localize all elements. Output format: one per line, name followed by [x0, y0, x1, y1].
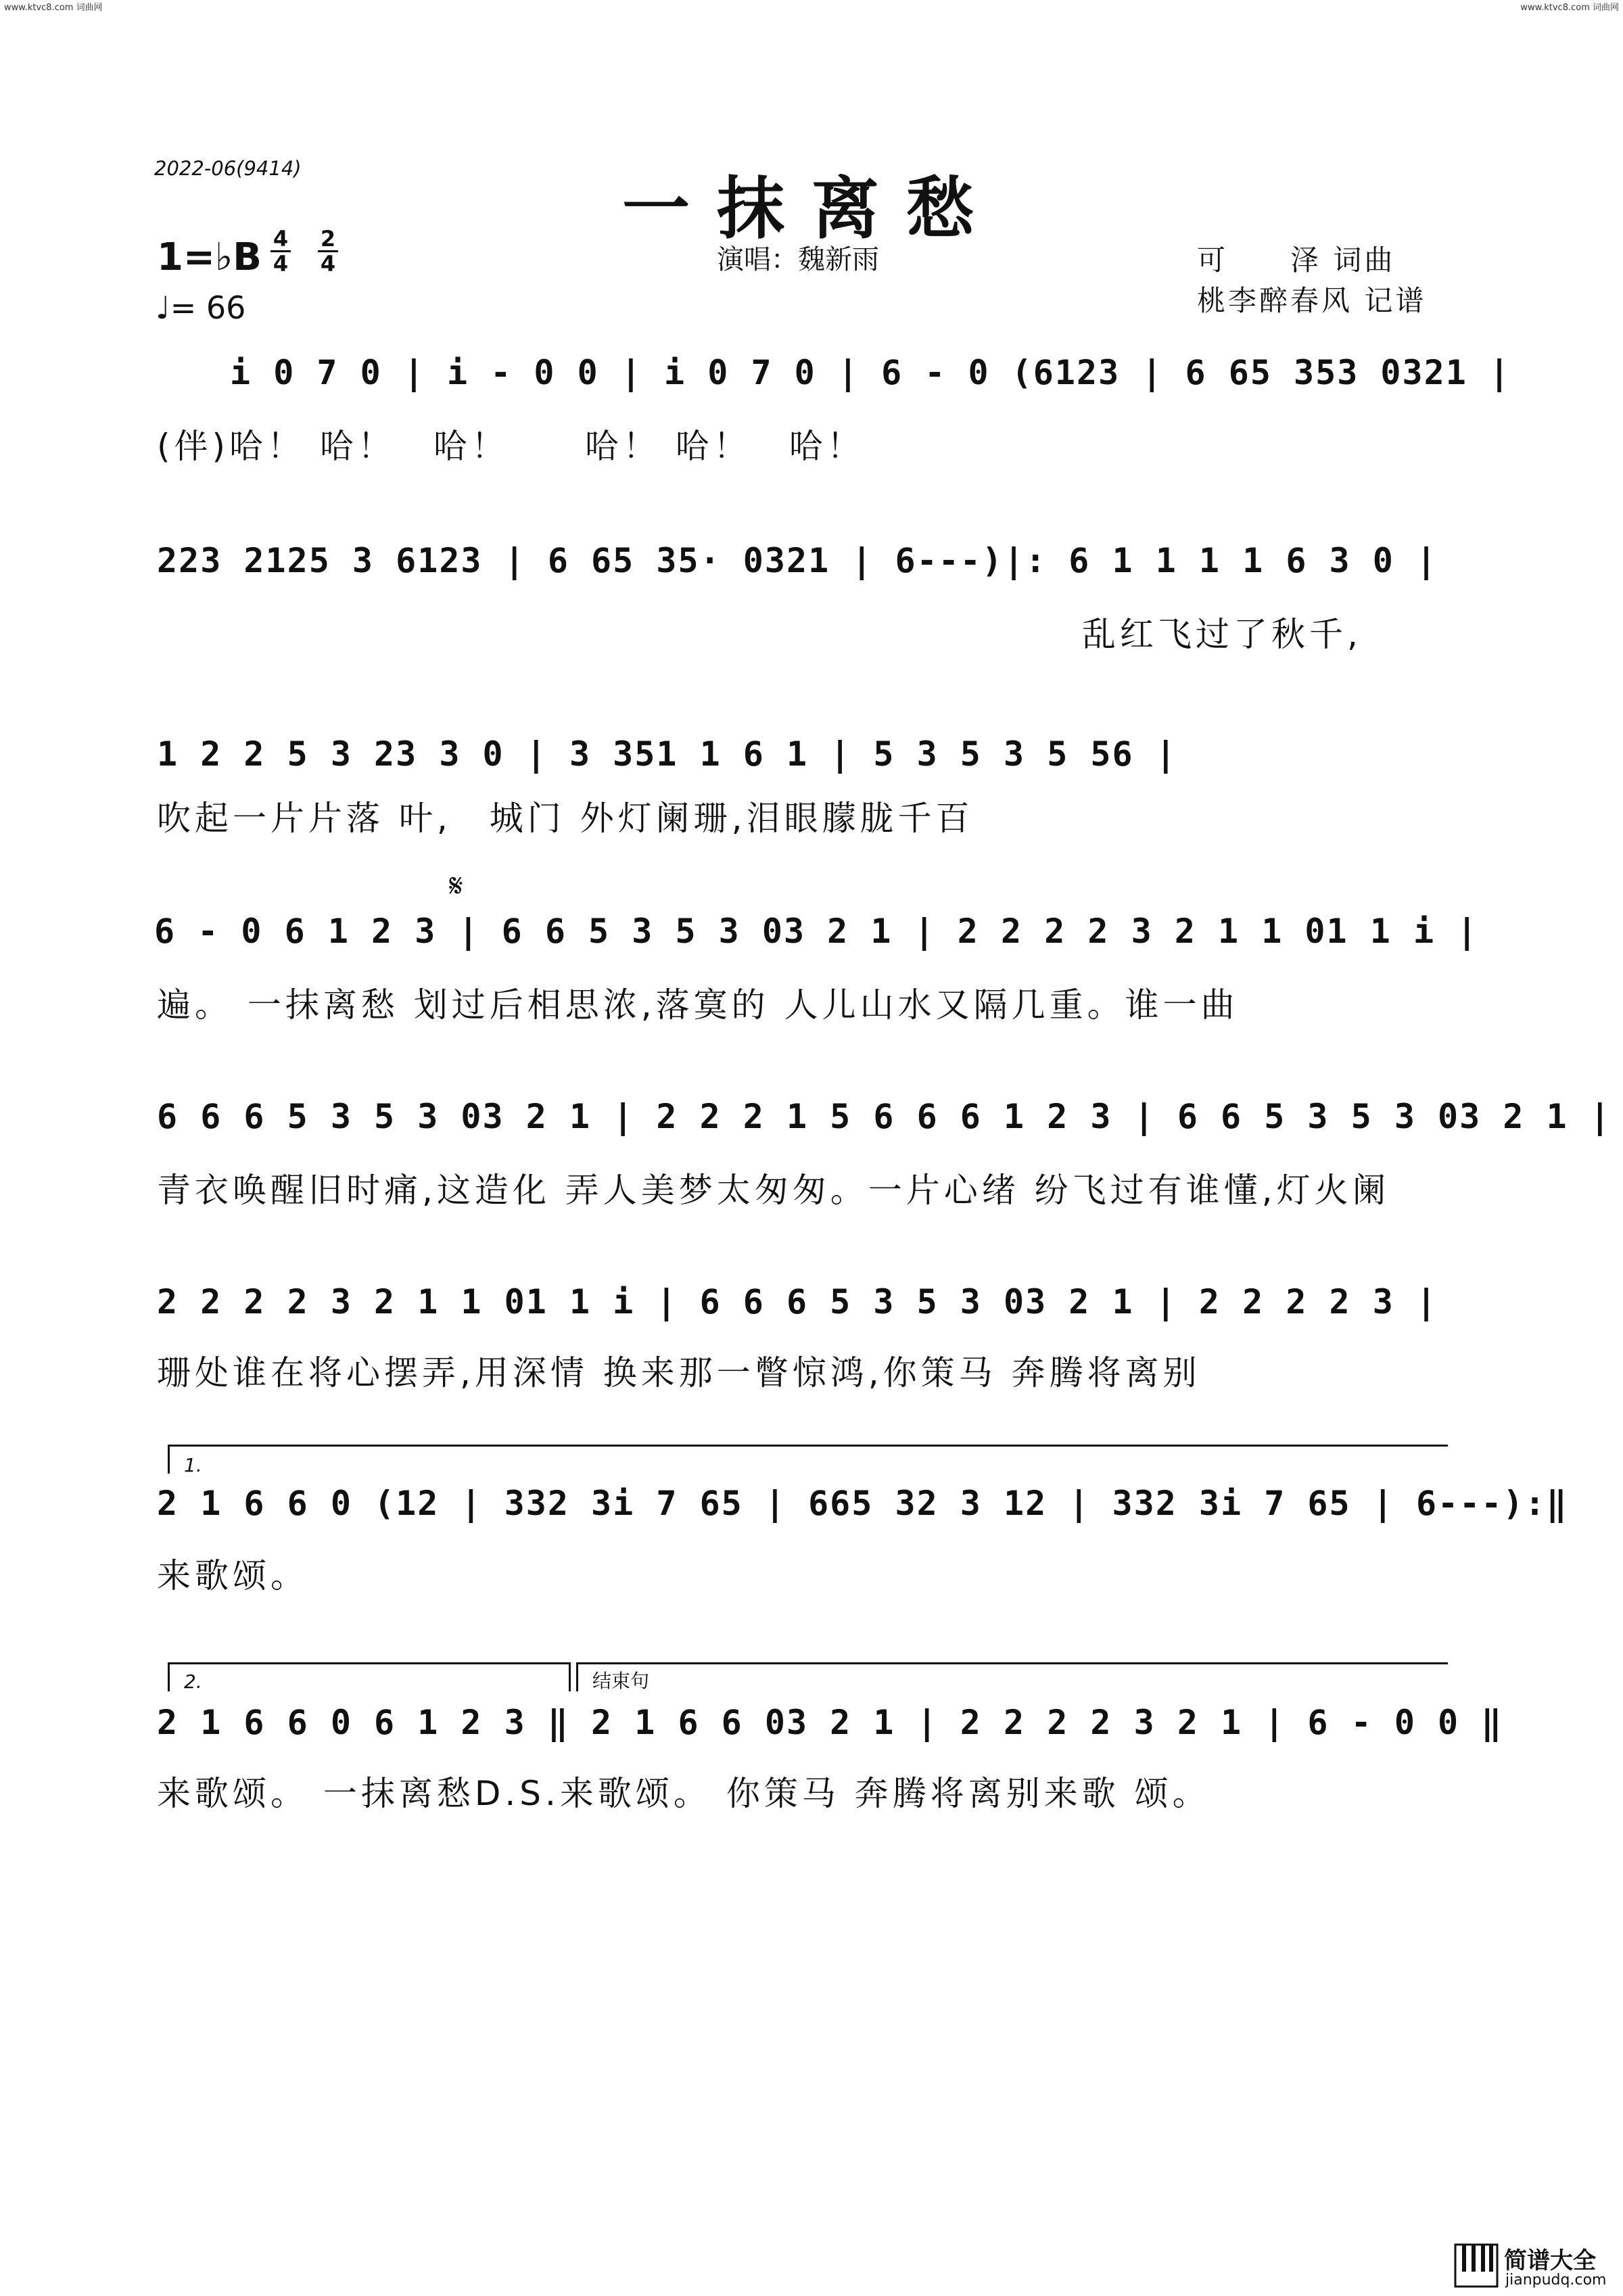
watermark-right: www.ktvc8.com 词曲网 [1520, 3, 1619, 13]
notation-line-7: 2 1 6 6 0 (12 | 332 3i 7 65 | 665 32 3 12 | 332 3i 7 65 | 6---):‖ [157, 1484, 1568, 1523]
notation-line-5: 6 6 6 5 3 5 3 03 2 1 | 2 2 2 1 5 6 6 6 1 2 3 | 6 6 5 3 5 3 03 2 1 | [157, 1097, 1612, 1136]
second-ending-bracket [168, 1662, 571, 1691]
notation-line-3: 1 2 2 5 3 23 3 0 | 3 351 1 6 1 | 5 3 5 3 5 56 | [157, 734, 1177, 774]
coda-bracket [576, 1662, 1448, 1691]
time-signature-4-4: 4 4 [270, 227, 291, 275]
brand-url: jianpudq.com [1505, 2272, 1607, 2289]
lyric-line-7: 来歌颂。 [157, 1556, 308, 1595]
lyric-line-2: 乱红飞过了秋千, [1082, 615, 1362, 654]
lyric-line-8: 来歌颂。 一抹离愁D.S.来歌颂。 你策马 奔腾将离别来歌 颂。 [157, 1774, 1210, 1813]
key-signature: 1=♭B [157, 235, 262, 279]
first-ending-label: 1. [184, 1454, 202, 1476]
watermark-left: www.ktvc8.com 词曲网 [4, 3, 103, 13]
notation-line-1: i 0 7 0 | i - 0 0 | i 0 7 0 | 6 - 0 (6123 | 6 65 353 0321 | [230, 353, 1511, 392]
lyric-line-4: 遍。 一抹离愁 划过后相思浓,落寞的 人儿山水又隔几重。谁一曲 [157, 985, 1239, 1025]
notation-line-4: 6 - 0 6 1 2 3 | 6 6 5 3 5 3 03 2 1 | 2 2 2 2 3 2 1 1 01 1 i | [154, 912, 1479, 951]
lyric-line-6: 珊处谁在将心摆弄,用深情 换来那一瞥惊鸿,你策马 奔腾将离别 [157, 1353, 1201, 1392]
piano-keys-icon [1454, 2243, 1499, 2288]
time-signature-2-4: 2 4 [318, 227, 338, 275]
lyric-line-1: (伴)哈！ 哈！ 哈！ 哈！ 哈！ 哈！ [157, 427, 865, 466]
coda-label: 结束句 [592, 1670, 650, 1692]
second-ending-label: 2. [184, 1670, 202, 1693]
notation-line-8: 2 1 6 6 0 6 1 2 3 ‖ 2 1 6 6 03 2 1 | 2 2 2 2 3 2 1 | 6 - 0 0 ‖ [157, 1703, 1503, 1742]
song-title: 一抹离愁 [622, 168, 1001, 248]
transcriber-credit: 桃李醉春风 记谱 [1197, 284, 1427, 317]
tempo-marking: ♩= 66 [156, 289, 246, 326]
lyric-line-3: 吹起一片片落 叶, 城门 外灯阑珊,泪眼朦胧千百 [157, 799, 974, 838]
segno-icon: 𝄋 [449, 867, 463, 905]
composer-credit: 可 泽 词曲 [1197, 243, 1396, 277]
first-ending-bracket [168, 1445, 1448, 1474]
brand-name: 简谱大全 [1504, 2247, 1596, 2274]
lyric-line-5: 青衣唤醒旧时痛,这造化 弄人美梦太匆匆。一片心绪 纷飞过有谁懂,灯火阑 [157, 1171, 1390, 1210]
brand-logo [1454, 2242, 1609, 2291]
singer-credit: 演唱：魏新雨 [717, 244, 879, 275]
score-code: 2022-06(9414) [154, 157, 302, 180]
notation-line-2: 223 2125 3 6123 | 6 65 35· 0321 | 6---)|: 6 1 1 1 1 6 3 0 | [157, 541, 1438, 580]
notation-line-6: 2 2 2 2 3 2 1 1 01 1 i | 6 6 6 5 3 5 3 03 2 1 | 2 2 2 2 3 | [157, 1282, 1438, 1321]
